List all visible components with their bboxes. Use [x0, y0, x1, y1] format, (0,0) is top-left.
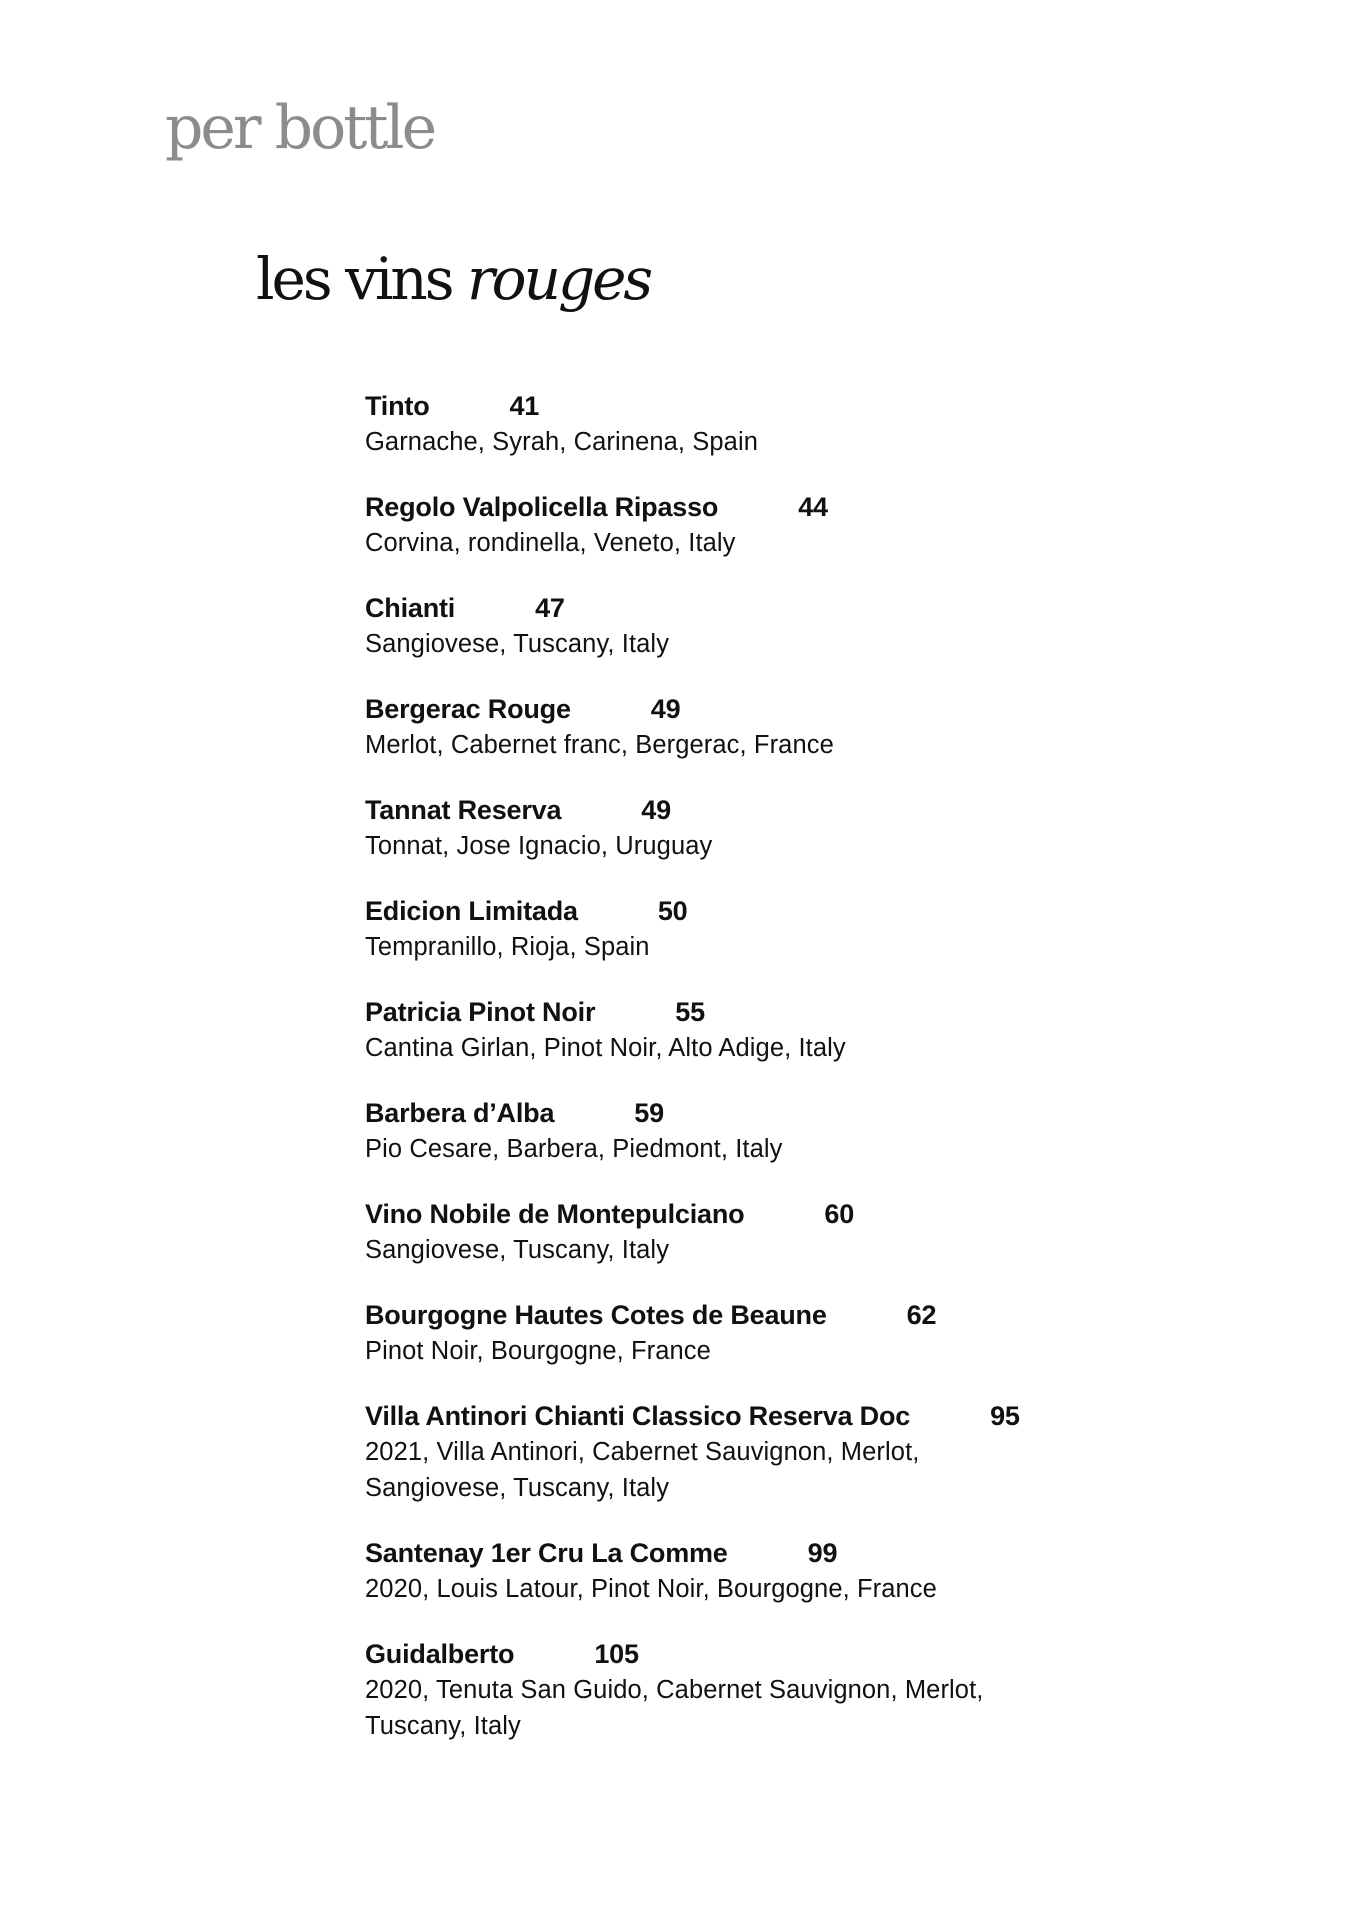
wine-description [365, 626, 1285, 662]
wine-description-line: Tempranillo, Rioja, Spain [365, 933, 650, 961]
wine-item [365, 590, 1285, 662]
wine-list [365, 388, 1285, 1773]
wine-description-line: Corvina, rondinella, Veneto, Italy [365, 529, 736, 557]
wine-header [365, 1398, 1285, 1434]
wine-description-line: 2021, Villa Antinori, Cabernet Sauvignon, Merlot, [365, 1438, 920, 1466]
section-title-main: les vins [256, 245, 452, 313]
wine-description-line: Tonnat, Jose Ignacio, Uruguay [365, 832, 713, 860]
wine-name: Chianti [365, 593, 456, 623]
wine-name: Edicion Limitada [365, 896, 578, 926]
wine-description [365, 1131, 1285, 1167]
wine-name: Vino Nobile de Montepulciano [365, 1199, 745, 1229]
wine-item [365, 489, 1285, 561]
wine-header [365, 388, 1285, 424]
wine-header [365, 893, 1285, 929]
wine-description [365, 1434, 1285, 1506]
page-kicker: per bottle [165, 93, 435, 163]
wine-price: 50 [657, 896, 688, 926]
wine-item [365, 1297, 1285, 1369]
wine-header [365, 1636, 1285, 1672]
wine-description [365, 1672, 1285, 1744]
wine-description-line: Merlot, Cabernet franc, Bergerac, France [365, 731, 834, 759]
wine-header [365, 691, 1285, 727]
wine-item [365, 893, 1285, 965]
wine-header [365, 1297, 1285, 1333]
wine-price: 49 [650, 694, 681, 724]
wine-price: 59 [634, 1098, 664, 1128]
wine-description [365, 1030, 1285, 1066]
section-title [256, 245, 651, 313]
wine-name: Patricia Pinot Noir [365, 997, 596, 1027]
wine-item [365, 1398, 1285, 1506]
wine-name: Tannat Reserva [365, 795, 562, 825]
wine-name: Bourgogne Hautes Cotes de Beaune [365, 1300, 827, 1330]
wine-description-line: Sangiovese, Tuscany, Italy [365, 1474, 670, 1502]
wine-description-line: Sangiovese, Tuscany, Italy [365, 630, 670, 658]
wine-price: 95 [990, 1401, 1020, 1431]
section-title-italic: rouges [466, 245, 651, 313]
wine-item [365, 691, 1285, 763]
wine-description [365, 1333, 1285, 1369]
wine-description-line: Garnache, Syrah, Carinena, Spain [365, 428, 759, 456]
wine-item [365, 1095, 1285, 1167]
wine-item [365, 994, 1285, 1066]
wine-item [365, 388, 1285, 460]
wine-description-line: Tuscany, Italy [365, 1712, 521, 1740]
wine-description [365, 424, 1285, 460]
wine-price: 41 [509, 391, 540, 421]
wine-item [365, 792, 1285, 864]
wine-name: Villa Antinori Chianti Classico Reserva Doc [365, 1401, 911, 1431]
wine-name: Santenay 1er Cru La Comme [365, 1538, 728, 1568]
wine-header [365, 994, 1285, 1030]
wine-header [365, 590, 1285, 626]
wine-description-line: 2020, Tenuta San Guido, Cabernet Sauvignon, Merlot, [365, 1676, 984, 1704]
wine-name: Regolo Valpolicella Ripasso [365, 492, 719, 522]
wine-description-line: Sangiovese, Tuscany, Italy [365, 1236, 670, 1264]
wine-description [365, 828, 1285, 864]
wine-price: 99 [807, 1538, 838, 1568]
wine-header [365, 489, 1285, 525]
wine-description-line: 2020, Louis Latour, Pinot Noir, Bourgogne, France [365, 1575, 937, 1603]
wine-description-line: Pinot Noir, Bourgogne, France [365, 1337, 711, 1365]
wine-price: 105 [594, 1639, 639, 1669]
wine-description-line: Pio Cesare, Barbera, Piedmont, Italy [365, 1135, 783, 1163]
wine-name: Tinto [365, 391, 430, 421]
wine-price: 60 [824, 1199, 855, 1229]
wine-description [365, 525, 1285, 561]
wine-description [365, 727, 1285, 763]
wine-header [365, 792, 1285, 828]
wine-price: 62 [906, 1300, 937, 1330]
wine-price: 55 [675, 997, 705, 1027]
wine-description [365, 929, 1285, 965]
wine-name: Bergerac Rouge [365, 694, 571, 724]
wine-header [365, 1095, 1285, 1131]
wine-price: 44 [798, 492, 828, 522]
wine-price: 47 [535, 593, 565, 623]
wine-item [365, 1196, 1285, 1268]
wine-item [365, 1535, 1285, 1607]
wine-item [365, 1636, 1285, 1744]
wine-description [365, 1571, 1285, 1607]
wine-header [365, 1535, 1285, 1571]
wine-description [365, 1232, 1285, 1268]
wine-name: Guidalberto [365, 1639, 515, 1669]
wine-price: 49 [641, 795, 671, 825]
wine-description-line: Cantina Girlan, Pinot Noir, Alto Adige, Italy [365, 1034, 846, 1062]
wine-name: Barbera d’Alba [365, 1098, 555, 1128]
wine-header [365, 1196, 1285, 1232]
